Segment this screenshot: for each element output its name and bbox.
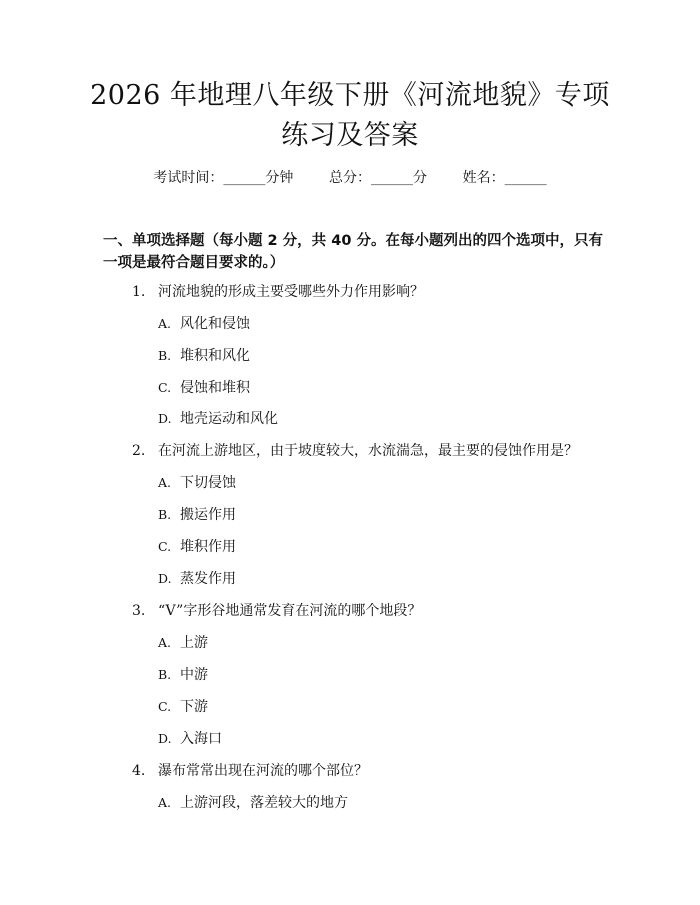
answer-option [158, 314, 250, 334]
total-score-label: 总分：______分 [329, 170, 427, 186]
section-heading: 一、单项选择题（每小题 2 分，共 40 分。在每小题列出的四个选项中，只有一项是最符合题目要求的。） [103, 233, 603, 271]
option-letter: C. [158, 699, 172, 714]
option-text: 下切侵蚀 [180, 475, 236, 491]
option-text: 侵蚀和堆积 [180, 380, 250, 396]
question-number: 2. [132, 443, 146, 459]
question-stem [132, 282, 424, 302]
answer-option [158, 697, 208, 717]
option-letter: B. [158, 348, 172, 363]
option-text: 堆积作用 [180, 539, 236, 555]
option-letter: B. [158, 507, 172, 522]
page-title: 2026 年地理八年级下册《河流地貌》专项练习及答案 [90, 80, 610, 151]
option-letter: D. [158, 571, 172, 586]
option-text: 入海口 [180, 731, 222, 747]
option-letter: D. [158, 731, 172, 746]
answer-option [158, 346, 250, 366]
answer-option [158, 665, 208, 685]
option-letter: D. [158, 411, 172, 426]
option-letter: A. [158, 475, 172, 490]
option-text: 地壳运动和风化 [180, 411, 278, 427]
option-text: 上游河段，落差较大的地方 [180, 795, 348, 811]
answer-option [158, 729, 222, 749]
question-number: 4. [132, 763, 146, 779]
answer-option [158, 473, 236, 493]
option-letter: C. [158, 380, 172, 395]
option-letter: C. [158, 539, 172, 554]
answer-option [158, 633, 208, 653]
option-text: 风化和侵蚀 [180, 316, 250, 332]
option-text: 蒸发作用 [180, 571, 236, 587]
answer-option [158, 793, 348, 813]
question-text: “V”字形谷地通常发育在河流的哪个地段？ [158, 603, 422, 619]
option-text: 中游 [180, 667, 208, 683]
option-letter: A. [158, 635, 172, 650]
question-text: 河流地貌的形成主要受哪些外力作用影响？ [158, 284, 424, 300]
student-name-label: 姓名：______ [462, 170, 547, 186]
option-text: 下游 [180, 699, 208, 715]
question-stem [132, 601, 421, 621]
answer-option [158, 569, 236, 589]
answer-option [158, 537, 236, 557]
question-text: 瀑布常常出现在河流的哪个部位？ [158, 763, 368, 779]
option-letter: B. [158, 667, 172, 682]
answer-option [158, 378, 250, 398]
answer-option [158, 505, 236, 525]
question-stem [132, 761, 368, 781]
option-letter: A. [158, 316, 172, 331]
exam-time-label: 考试时间：______分钟 [153, 170, 294, 186]
option-text: 堆积和风化 [180, 348, 250, 364]
answer-option [158, 409, 278, 429]
exam-meta [0, 168, 700, 188]
question-text: 在河流上游地区，由于坡度较大，水流湍急，最主要的侵蚀作用是？ [158, 443, 578, 459]
question-stem [132, 441, 578, 461]
question-number: 3. [132, 603, 146, 619]
option-text: 上游 [180, 635, 208, 651]
option-text: 搬运作用 [180, 507, 236, 523]
question-number: 1. [132, 284, 146, 300]
option-letter: A. [158, 795, 172, 810]
